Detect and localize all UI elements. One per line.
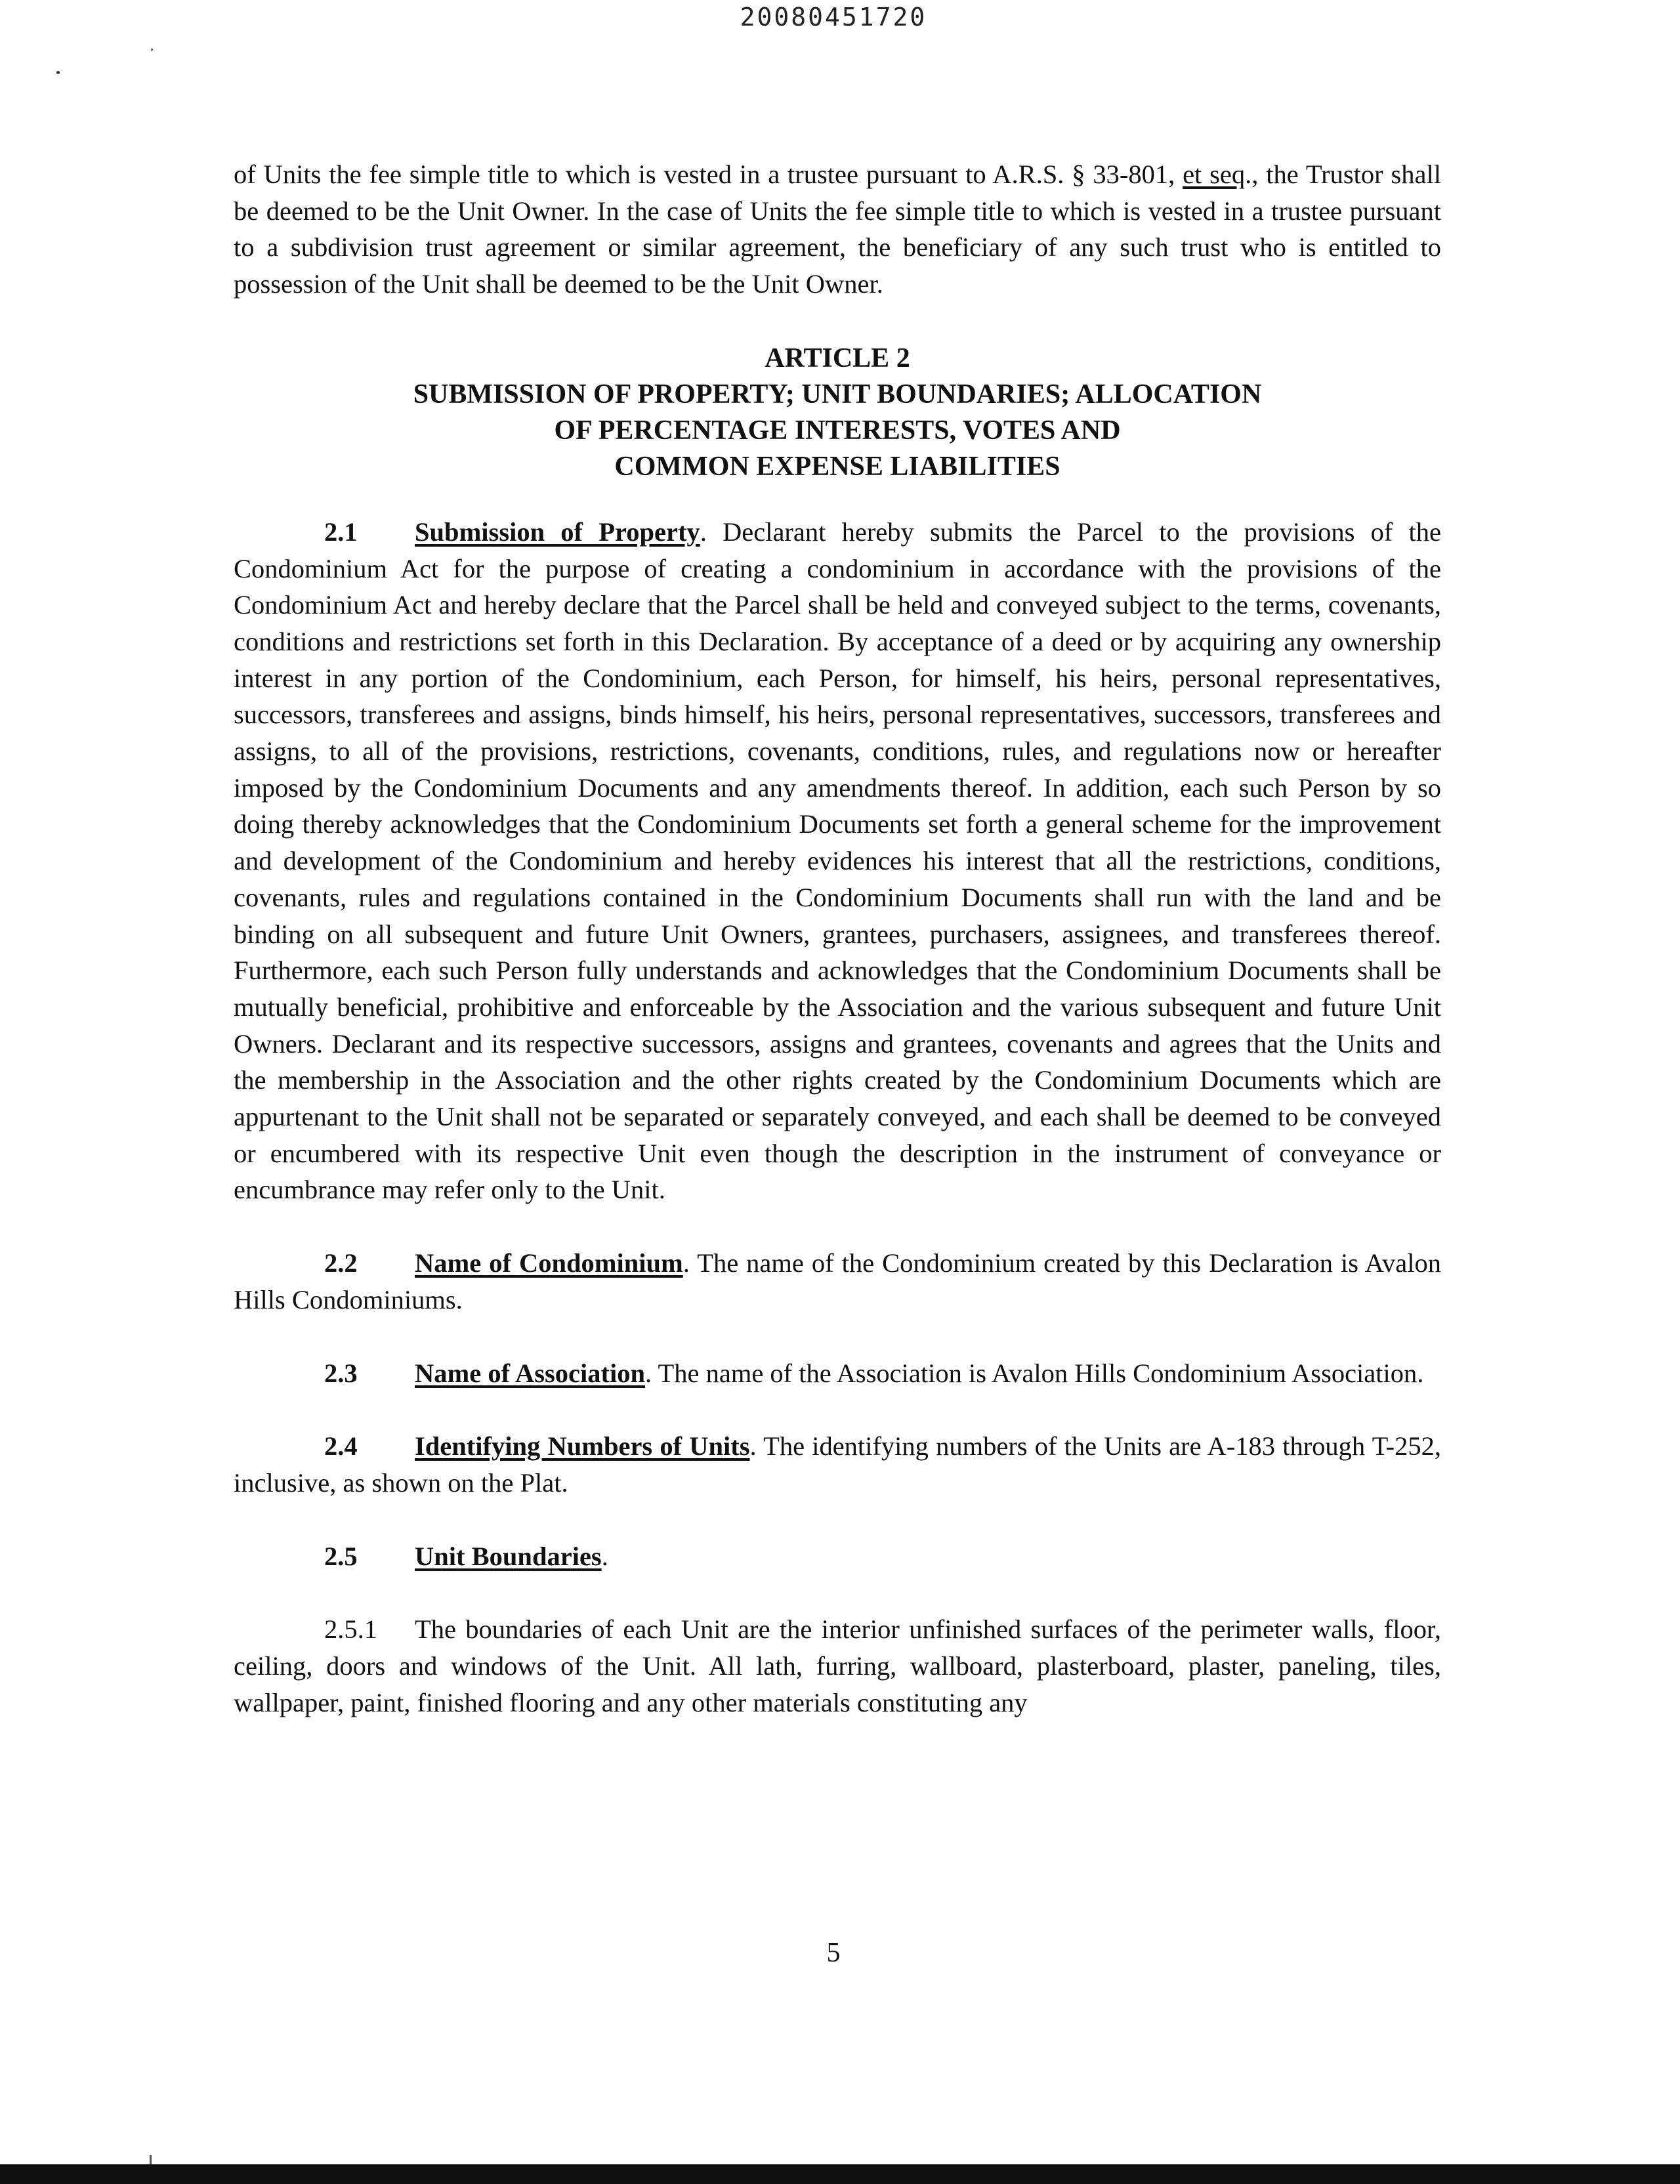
section-number: 2.1	[324, 516, 358, 547]
article-subtitle-line-1: SUBMISSION OF PROPERTY; UNIT BOUNDARIES; ALLOCATION	[413, 379, 1262, 410]
article-title: ARTICLE 2	[765, 343, 910, 373]
article-subtitle-line-2: OF PERCENTAGE INTERESTS, VOTES AND	[554, 415, 1121, 446]
section-text: . The identifying numbers of the Units are A-183 through T-252, inclusive, as shown on the Plat.	[234, 1431, 1441, 1498]
section-heading: Name of Condominium	[415, 1248, 683, 1278]
article-heading	[234, 341, 1441, 485]
section-heading: Name of Association	[415, 1358, 645, 1388]
section-text: . Declarant hereby submits the Parcel to the provisions of the Condominium Act for the purpose of creating a condominium in accordance with the provisions of the Condominium Act and hereby declare that the Parcel shall be held and conveyed subject to the terms, covenants, conditions and restrictions set forth in this Declaration. By acceptance of a deed or by acquiring any ownership interest in any portion of the Condominium, each Person, for himself, his heirs, personal representatives, successors, transferees and assigns, binds himself, his heirs, personal representatives, successors, transferees and assigns, to all of the provisions, restrictions, covenants, conditions, rules, and regulations now or hereafter imposed by the Condominium Documents and any amendments thereof. In addition, each such Person by so doing thereby acknowledges that the Condominium Documents set forth a general scheme for the improvement and development of the Condominium and hereby evidences his interest that all the restrictions, conditions, covenants, rules and regulations contained in the Condominium Documents shall run with the land and be binding on all subsequent and future Unit Owners, grantees, purchasers, assignees, and transferees thereof. Furthermore, each such Person fully understands and acknowledges that the Condominium Documents shall be mutually beneficial, prohibitive and enforceable by the Association and the various subsequent and future Unit Owners. Declarant and its respective successors, assigns and grantees, covenants and agrees that the Units and the membership in the Association and the other rights created by the Condominium Documents which are appurtenant to the Unit shall not be separated or separately conveyed, and each shall be deemed to be conveyed or encumbered with its respective Unit even though the description in the instrument of conveyance or encumbrance may refer only to the Unit.	[234, 516, 1441, 1205]
section-number: 2.5	[324, 1541, 358, 1571]
section-text: The boundaries of each Unit are the interior unfinished surfaces of the perimeter walls, floor, ceiling, doors and windows of the Unit. All lath, furring, wallboard, plasterboard, plaster, paneling, tiles, wallpaper, paint, finished flooring and any other materials constituting any	[234, 1614, 1441, 1717]
section-2-4	[234, 1428, 1441, 1501]
section-text: .	[601, 1541, 608, 1571]
section-2-5-1	[234, 1611, 1441, 1721]
section-number: 2.5.1	[324, 1614, 377, 1645]
section-heading: Unit Boundaries	[415, 1541, 602, 1571]
document-body	[234, 156, 1441, 1721]
section-heading: Identifying Numbers of Units	[415, 1431, 750, 1461]
section-number: 2.3	[324, 1358, 358, 1388]
document-number: 20080451720	[740, 3, 927, 32]
et-seq-underlined: et seq	[1183, 159, 1246, 189]
section-text: . The name of the Association is Avalon Hills Condominium Association.	[644, 1358, 1424, 1388]
section-2-5	[234, 1538, 1441, 1575]
section-number: 2.2	[324, 1248, 358, 1278]
scan-speck	[151, 49, 153, 51]
section-number: 2.4	[324, 1431, 358, 1461]
section-2-3	[234, 1355, 1441, 1392]
intro-paragraph: of Units the fee simple title to which is vested in a trustee pursuant to A.R.S. § 33-801, et seq., the Trustor shall be deemed to be the Unit Owner. In the case of Units the fee simple title to which is vested in a trustee pursuant to a subdivision trust agreement or similar agreement, the beneficiary of any such trust who is entitled to possession of the Unit shall be deemed to be the Unit Owner.	[234, 159, 1441, 299]
scan-artifact	[150, 2155, 152, 2164]
section-2-1	[234, 514, 1441, 1208]
section-text: . The name of the Condominium created by this Declaration is Avalon Hills Condominiums.	[234, 1248, 1441, 1314]
article-subtitle-line-3: COMMON EXPENSE LIABILITIES	[614, 451, 1060, 482]
page-number: 5	[826, 1938, 841, 1968]
section-2-2	[234, 1245, 1441, 1318]
scan-speck	[56, 71, 60, 74]
section-heading: Submission of Property	[415, 516, 700, 547]
scan-edge-bar	[0, 2164, 1680, 2184]
